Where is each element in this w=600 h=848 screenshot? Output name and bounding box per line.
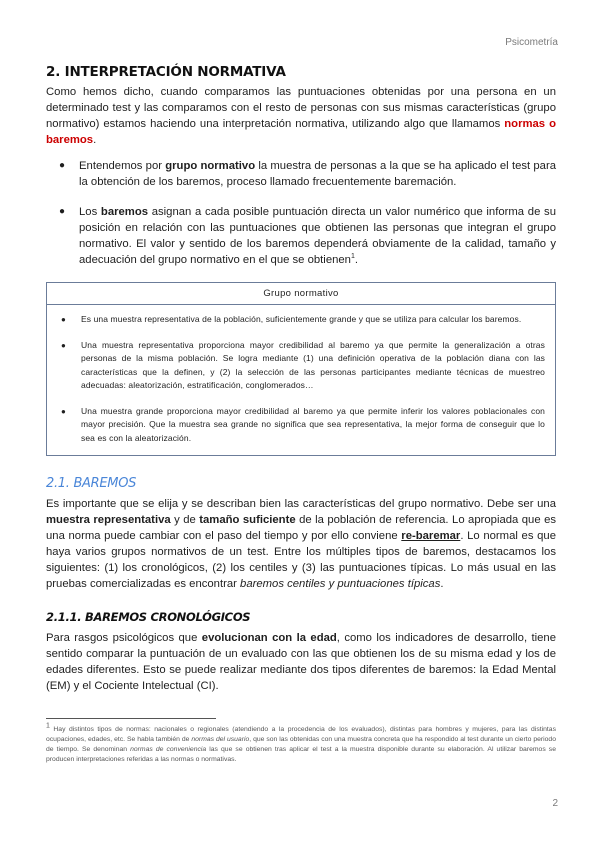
text-run: . Lo normal es que haya varios grupos normativos de un test. Entre los múltiples tipos de baremos, destacamos los siguientes: (1) los cronológicos, (2) los centiles y (3) las puntuaciones típicas. Lo más usual en las pruebas comercializadas es encontrar	[46, 530, 556, 590]
box-item-text: Es una muestra representativa de la población, suficientemente grande y que se utiliza para calcular los baremos.	[81, 314, 522, 324]
page-number: 2	[552, 798, 558, 809]
list-item	[46, 158, 556, 190]
footnote	[46, 722, 556, 765]
bold-evolucionan: evolucionan con la edad	[201, 632, 337, 644]
bullet-pre: Los	[79, 206, 101, 218]
text-run: , como los indicadores de desarrollo, tiene sentido comparar la puntuación de un evaluado con las que obtienen los de su misma edad y los de edades diferentes. Esto se puede realizar mediante dos tipos diferentes de baremos: la Edad Mental (EM) y el Cociente Intelectual (CI).	[46, 632, 556, 692]
normas-highlight: normas o baremos	[46, 118, 556, 146]
bullet-icon: ●	[59, 206, 66, 217]
footnote-divider	[46, 718, 216, 719]
box-item-text: Una muestra grande proporciona mayor credibilidad al baremo ya que permite inferir los valores poblacionales con mayor precisión. Que la muestra sea grande no significa que sea representativa, la mejor forma de conseguir que lo sea es con la aleatorización.	[81, 405, 545, 443]
box-item-text: Una muestra representativa proporciona mayor credibilidad al baremo ya que permite la generalización a otras personas de la misma población. Se logra mediante (1) una definición operativa de la población diana con las características que la definen, y (2) la selección de las personas participantes mediante técnicas de muestreo adecuadas: aleatorización, estratificación, conglomerados…	[81, 339, 545, 390]
box-list	[47, 305, 555, 455]
bold-muestra: muestra representativa	[46, 514, 171, 526]
bullet-post: asignan a cada posible puntuación directa un valor numérico que informa de su posición en relación con las puntuaciones que obtienen las personas que integran el grupo normativo. El valor y sentido de los baremos dependerá obviamente de la calidad, tamaño y adecuación del grupo normativo en el que se obtienen	[79, 206, 556, 266]
grupo-normativo-box	[46, 282, 556, 456]
bullet-icon: ●	[61, 406, 66, 416]
text-run: de la población de referencia. Lo apropiada que es una norma puede cambiar con el paso del tiempo y por ello conviene	[46, 514, 557, 542]
definitions-list	[46, 158, 556, 268]
text-run: las que se obtienen tras aplicar el test a la muestra disponible durante su elaboración. Al utilizar baremos se producen interpretaciones referidas a las normas o normativas.	[46, 746, 556, 763]
bullet-icon: ●	[61, 340, 66, 350]
text-run: y de	[170, 514, 200, 526]
bullet-icon: ●	[59, 160, 66, 171]
italic-baremos: baremos centiles y puntuaciones típicas	[240, 578, 441, 590]
text-run: .	[440, 578, 444, 590]
bullet-bold: grupo normativo	[165, 160, 256, 172]
list-item	[57, 339, 545, 393]
text-run: Es importante que se elija y se describan bien las características del grupo normativo. Debe ser una	[46, 498, 556, 510]
text-run: Para rasgos psicológicos que	[46, 632, 202, 644]
text-run: Hay distintos tipos de normas: nacionales o regionales (atendiendo a la procedencia de los evaluados), distintas para hombres y mujeres, para las distintas ocupaciones, edades, etc. Se habla también de	[46, 726, 556, 743]
page-content	[46, 64, 556, 765]
footnote-number: 1	[46, 722, 50, 730]
italic-run: normas del usuario	[191, 736, 250, 743]
cronologicos-paragraph	[46, 630, 556, 694]
list-item	[57, 313, 545, 327]
bold-tamano: tamaño suficiente	[199, 514, 296, 526]
subsection-title: 2.1. BAREMOS	[46, 476, 137, 491]
bullet-bold: baremos	[100, 206, 149, 218]
bullet-post: la muestra de personas a la que se ha aplicado el test para la obtención de los baremos, proceso llamado frecuentemente baremación.	[79, 160, 556, 188]
italic-run: normas de conveniencia	[130, 746, 207, 753]
bullet-end: .	[354, 254, 358, 266]
list-item	[46, 204, 556, 268]
bullet-pre: Entendemos por	[79, 160, 166, 172]
baremos-paragraph	[46, 496, 556, 592]
running-header: Psicometría	[505, 37, 558, 48]
list-item	[57, 405, 545, 446]
section-title: 2. INTERPRETACIÓN NORMATIVA	[46, 64, 286, 80]
subsubsection-title: 2.1.1. BAREMOS CRONOLÓGICOS	[46, 610, 251, 624]
intro-paragraph	[46, 84, 556, 148]
bullet-icon: ●	[61, 315, 66, 324]
underline-rebaremar: re-baremar	[401, 530, 461, 542]
footnote-ref[interactable]: 1	[350, 253, 355, 261]
intro-text: Como hemos dicho, cuando comparamos las puntuaciones obtenidas por una persona en un determinado test y las comparamos con el resto de personas con sus mismas características (grupo normativo) estamos haciendo una interpretación normativa, utilizando algo que llamamos	[46, 86, 556, 130]
box-title: Grupo normativo	[47, 283, 555, 305]
intro-end: .	[93, 134, 97, 146]
text-run: , que son las obtenidas con una muestra concreta que ha respondido al test durante un cierto periodo de tiempo. Se denominan	[46, 736, 556, 753]
